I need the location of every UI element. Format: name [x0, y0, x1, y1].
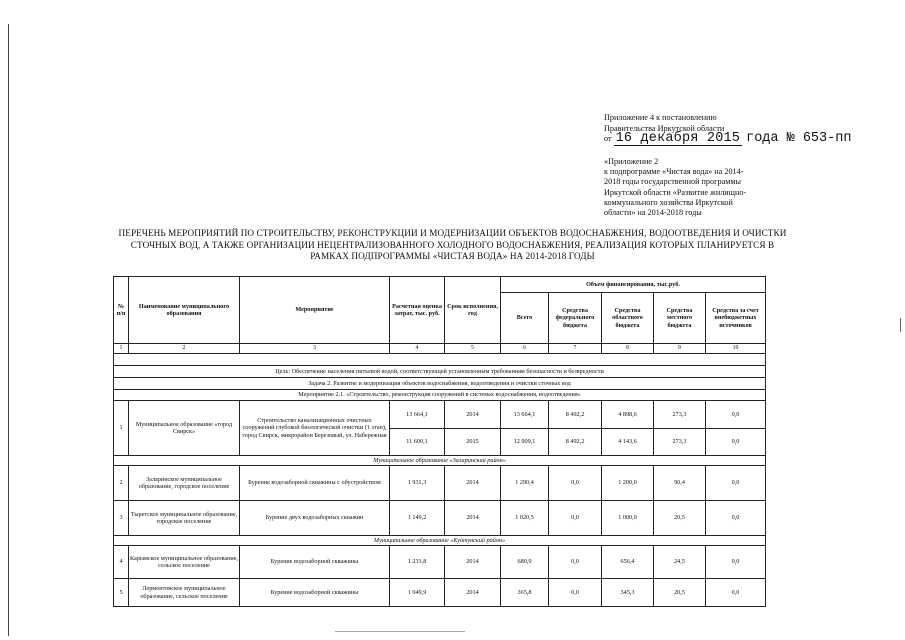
extra-value: 0,0 — [706, 501, 766, 536]
decree-number: года № 653-пп — [746, 131, 852, 146]
regional-value: 1 200,0 — [602, 466, 654, 501]
measure-text: Бурение водозаборной скважины — [240, 579, 390, 607]
event-row — [114, 390, 766, 401]
row-num: 5 — [114, 579, 129, 607]
appendix2-line-4: Иркутской области «Развитие жилищно- — [604, 187, 747, 197]
federal-value: 0,0 — [549, 466, 602, 501]
cost-value: 1 049,9 — [390, 579, 445, 607]
local-value: 90,4 — [654, 466, 706, 501]
district-title: Муниципальное образование «Заларинский район» — [114, 456, 766, 466]
measure-text: Бурение двух водозаборных скважин — [240, 501, 390, 536]
municipality-name: Заларинское муниципальное образование, городское поселение — [129, 466, 240, 501]
appendix2-line-2: к подпрограмме «Чистая вода» на 2014- — [604, 167, 744, 177]
total-value: 365,8 — [501, 579, 549, 607]
measure-text: Строительство канализационных очистных сооружений глубокой биологической очистки (1 этап), город Свирск, микрорайон Березовый, ул. Набережная — [240, 401, 390, 456]
from-label: от — [604, 134, 612, 143]
table-row — [114, 501, 766, 536]
extra-value: 0,0 — [706, 401, 766, 429]
local-value: 273,3 — [654, 401, 706, 429]
regional-value: 4 143,6 — [602, 429, 654, 456]
regional-value: 656,4 — [602, 546, 654, 579]
appendix-date-row — [604, 131, 852, 146]
year-value: 2014 — [445, 401, 501, 429]
cost-value: 11 600,1 — [390, 429, 445, 456]
task-row — [114, 378, 766, 390]
col-index: 7 — [549, 344, 602, 354]
header-measure: Мероприятие — [240, 277, 390, 344]
measures-table — [113, 276, 766, 607]
header-num: № п/п — [114, 277, 129, 344]
task-text: Задача 2. Развитие и модернизация объектов водоснабжения, водоотведения и очистки сточных вод — [114, 378, 766, 390]
year-value: 2014 — [445, 579, 501, 607]
appendix-line-2: Правительства Иркутской области — [604, 123, 725, 133]
col-index: 1 — [114, 344, 129, 354]
goal-text: Цель: Обеспечение населения питьевой водой, соответствующей установленным требованиям безопасности и безвредности — [114, 366, 766, 378]
appendix-line-1: Приложение 4 к постановлению — [604, 113, 717, 122]
regional-value: 4 898,6 — [602, 401, 654, 429]
header-regional: Средства областного бюджета — [602, 293, 654, 344]
municipality-name: Тыретское муниципальное образование, городское поселение — [129, 501, 240, 536]
extra-value: 0,0 — [706, 579, 766, 607]
local-value: 24,5 — [654, 546, 706, 579]
appendix-2-header — [604, 157, 779, 218]
cost-value: 1 931,3 — [390, 466, 445, 501]
col-index: 3 — [240, 344, 390, 354]
table-row — [114, 546, 766, 579]
extra-value: 0,0 — [706, 466, 766, 501]
year-value: 2014 — [445, 501, 501, 536]
regional-value: 1 000,0 — [602, 501, 654, 536]
row-num: 4 — [114, 546, 129, 579]
handwritten-date: 16 декабря 2015 — [615, 131, 741, 146]
regional-value: 345,3 — [602, 579, 654, 607]
municipality-name: Карымское муниципальное образование, сельское поселение — [129, 546, 240, 579]
row-num: 3 — [114, 501, 129, 536]
year-value: 2014 — [445, 466, 501, 501]
table-row — [114, 579, 766, 607]
total-value: 13 664,1 — [501, 401, 549, 429]
header-name: Наименование муниципального образования — [129, 277, 240, 344]
header-federal: Средства федерального бюджета — [549, 293, 602, 344]
federal-value: 8 492,2 — [549, 429, 602, 456]
extra-value: 0,0 — [706, 546, 766, 579]
title-line-2: СТОЧНЫХ ВОД, А ТАКЖЕ ОРГАНИЗАЦИИ НЕЦЕНТРАЛИЗОВАННОГО ХОЛОДНОГО ВОДОСНАБЖЕНИЯ, РЕАЛИЗАЦИЯ КОТОРЫХ ПЛАНИРУЕТСЯ В — [130, 239, 775, 250]
header-term: Срок исполнения, год — [445, 277, 501, 344]
measure-text: Бурение водозаборной скважины — [240, 546, 390, 579]
total-value: 1 290,4 — [501, 466, 549, 501]
header-row-1 — [114, 277, 766, 293]
cost-value: 1 233,8 — [390, 546, 445, 579]
municipality-name: Муниципальное образование «город Свирск» — [129, 401, 240, 456]
col-index: 9 — [654, 344, 706, 354]
header-cost: Расчетная оценка затрат, тыс. руб. — [390, 277, 445, 344]
municipality-name: Лермонтовское муниципальное образование, сельское поселение — [129, 579, 240, 607]
blank-row — [114, 354, 766, 366]
appendix2-line-6: области» на 2014-2018 годы — [604, 208, 702, 218]
federal-value: 0,0 — [549, 546, 602, 579]
col-index: 8 — [602, 344, 654, 354]
header-total: Всего — [501, 293, 549, 344]
total-value: 1 020,5 — [501, 501, 549, 536]
district-title: Муниципальное образование «Куйтунский район» — [114, 536, 766, 546]
appendix2-line-3: 2018 годы государственной программы — [604, 177, 742, 187]
appendix-header — [604, 113, 851, 146]
page-border-left — [8, 24, 9, 636]
title-line-3: РАМКАХ ПОДПРОГРАММЫ «ЧИСТАЯ ВОДА» НА 2014-2018 ГОДЫ — [310, 251, 595, 261]
district-row — [114, 456, 766, 466]
federal-value: 8 492,2 — [549, 401, 602, 429]
appendix2-line-5: коммунального хозяйства Иркутской — [604, 197, 733, 207]
local-value: 273,3 — [654, 429, 706, 456]
header-local: Средства местного бюджета — [654, 293, 706, 344]
total-value: 12 909,1 — [501, 429, 549, 456]
col-index: 2 — [129, 344, 240, 354]
table-row — [114, 466, 766, 501]
cost-value: 1 149,2 — [390, 501, 445, 536]
header-extra: Средства за счет внебюджетных источников — [706, 293, 766, 344]
row-num: 1 — [114, 401, 129, 456]
year-value: 2014 — [445, 546, 501, 579]
measure-text: Бурение водозаборной скважины с обустройством — [240, 466, 390, 501]
bottom-rule — [335, 631, 465, 632]
goal-row — [114, 366, 766, 378]
col-index: 10 — [706, 344, 766, 354]
district-row — [114, 536, 766, 546]
column-index-row — [114, 344, 766, 354]
cost-value: 13 664,1 — [390, 401, 445, 429]
header-volume: Объем финансирования, тыс.руб. — [501, 277, 766, 293]
col-index: 6 — [501, 344, 549, 354]
appendix2-line-1: «Приложение 2 — [604, 157, 659, 166]
local-value: 20,5 — [654, 579, 706, 607]
federal-value: 0,0 — [549, 501, 602, 536]
federal-value: 0,0 — [549, 579, 602, 607]
total-value: 680,9 — [501, 546, 549, 579]
event-text: Мероприятие 2.1. «Строительство, реконструкция сооружений в системах водоснабжения, водоотведения» — [114, 390, 766, 401]
year-value: 2015 — [445, 429, 501, 456]
table-row — [114, 401, 766, 429]
col-index: 4 — [390, 344, 445, 354]
col-index: 5 — [445, 344, 501, 354]
title-line-1: ПЕРЕЧЕНЬ МЕРОПРИЯТИЙ ПО СТРОИТЕЛЬСТВУ, РЕКОНСТРУКЦИИ И МОДЕРНИЗАЦИИ ОБЪЕКТОВ ВОДОСНАБЖЕНИЯ, ВОДООТВЕДЕНИЯ И ОЧИСТКИ — [118, 228, 787, 238]
local-value: 20,5 — [654, 501, 706, 536]
extra-value: 0,0 — [706, 429, 766, 456]
document-title — [110, 228, 795, 263]
row-num: 2 — [114, 466, 129, 501]
page-border-right — [900, 318, 901, 332]
